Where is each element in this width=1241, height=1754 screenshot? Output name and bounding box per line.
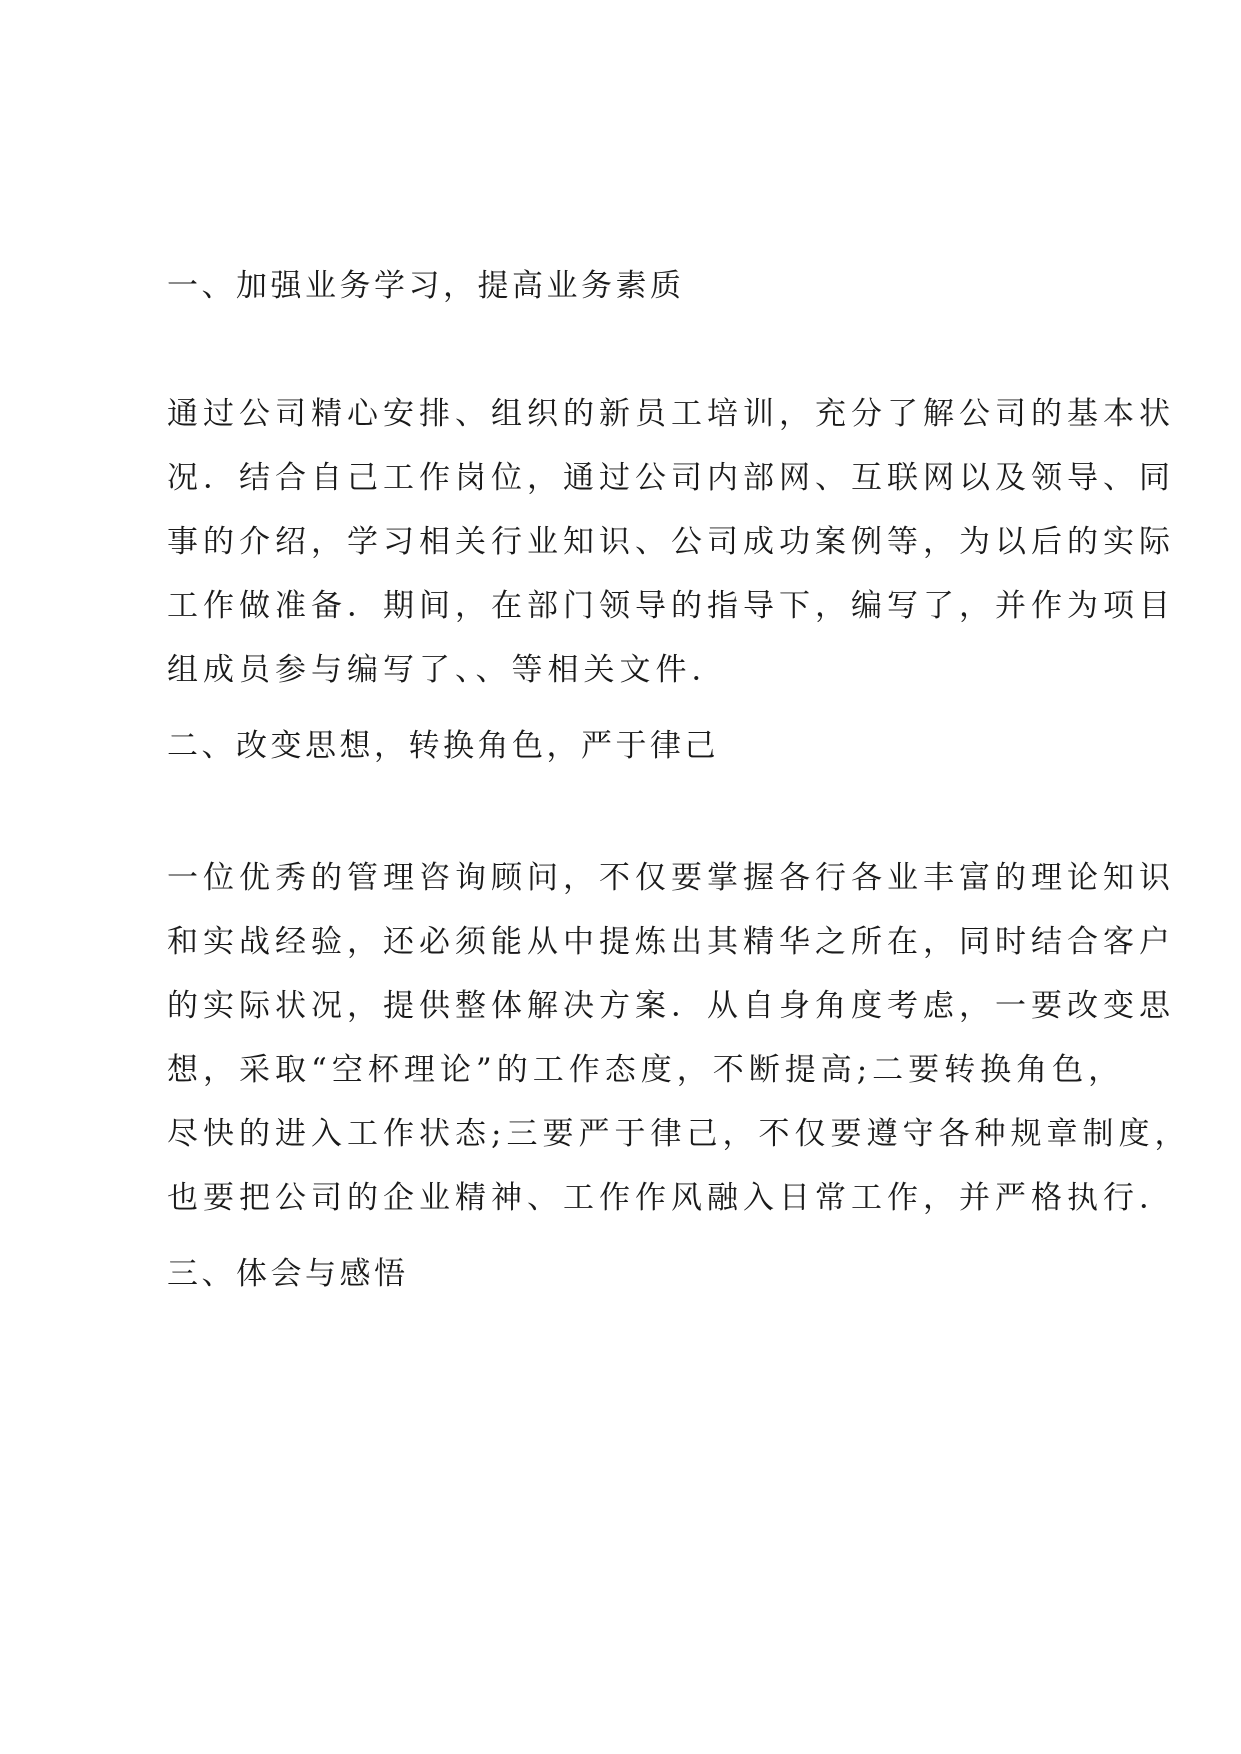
section-heading-3: 三、体会与感悟 bbox=[167, 1256, 409, 1292]
paragraph-line: 的实际状况，提供整体解决方案．从自身角度考虑，一要改变思 bbox=[167, 988, 1175, 1024]
section-heading-1: 一、加强业务学习，提高业务素质 bbox=[167, 268, 685, 304]
paragraph-line: 想，采取“空杯理论”的工作态度，不断提高;二要转换角色， bbox=[167, 1052, 1125, 1088]
paragraph-line: 也要把公司的企业精神、工作作风融入日常工作，并严格执行． bbox=[167, 1180, 1175, 1216]
paragraph-line: 通过公司精心安排、组织的新员工培训，充分了解公司的基本状 bbox=[167, 396, 1175, 432]
paragraph-line: 尽快的进入工作状态;三要严于律己，不仅要遵守各种规章制度， bbox=[167, 1116, 1191, 1152]
section-heading-2: 二、改变思想，转换角色，严于律己 bbox=[167, 728, 719, 764]
paragraph-line: 事的介绍，学习相关行业知识、公司成功案例等，为以后的实际 bbox=[167, 524, 1175, 560]
paragraph-line: 一位优秀的管理咨询顾问，不仅要掌握各行各业丰富的理论知识 bbox=[167, 860, 1175, 896]
paragraph-line: 况．结合自己工作岗位，通过公司内部网、互联网以及领导、同 bbox=[167, 460, 1175, 496]
paragraph-line: 工作做准备．期间，在部门领导的指导下，编写了，并作为项目 bbox=[167, 588, 1175, 624]
paragraph-line: 和实战经验，还必须能从中提炼出其精华之所在，同时结合客户 bbox=[167, 924, 1175, 960]
section-paragraph-2 bbox=[167, 846, 1190, 1230]
section-paragraph-1 bbox=[167, 382, 1175, 702]
paragraph-line: 组成员参与编写了、、等相关文件． bbox=[167, 652, 728, 688]
